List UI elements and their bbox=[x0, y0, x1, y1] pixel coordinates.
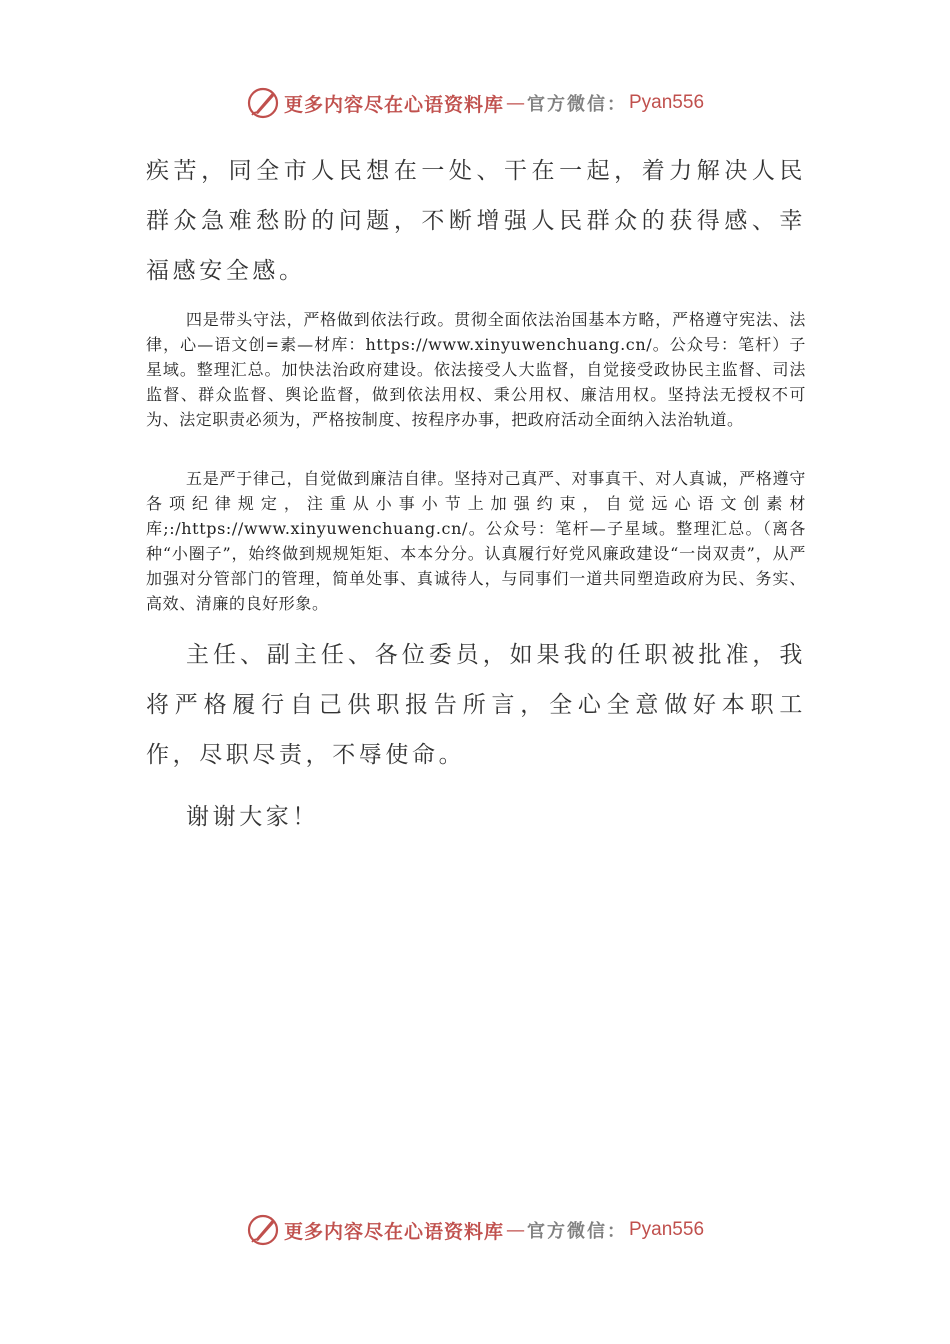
banner-separator: — bbox=[506, 1219, 525, 1241]
banner-separator: — bbox=[506, 92, 525, 114]
banner-site-text: 更多内容尽在心语资料库 bbox=[283, 93, 504, 116]
banner-wechat-id: Pyan556 bbox=[629, 92, 705, 113]
paragraph-1: 疾苦，同全市人民想在一处、干在一起，着力解决人民群众急难愁盼的问题，不断增强人民群众的获得感、幸福感安全感。 bbox=[146, 158, 806, 284]
paragraph-block-4 bbox=[146, 630, 806, 780]
banner-wechat-label: 官方微信： bbox=[527, 94, 627, 115]
header-banner bbox=[0, 83, 950, 123]
quill-pen-logo-icon bbox=[246, 86, 280, 120]
banner-site-text: 更多内容尽在心语资料库 bbox=[283, 1220, 504, 1243]
paragraph-2: 四是带头守法，严格做到依法行政。贯彻全面依法治国基本方略，严格遵守宪法、法律，心—语文创=素—材库：https://www.xinyuwenchuang.cn/。公众号：笔杆）子星域。整理汇总。加快法治政府建设。依法接受人大监督，自觉接受政协民主监督、司法监督、群众监督、舆论监督，做到依法用权、秉公用权、廉洁用权。坚持法无授权不可为、法定职责必须为，严格按制度、按程序办事，把政府活动全面纳入法治轨道。 bbox=[146, 310, 806, 429]
paragraph-5: 谢谢大家！ bbox=[186, 804, 319, 830]
banner-wechat-id: Pyan556 bbox=[629, 1219, 705, 1240]
paragraph-3: 五是严于律己，自觉做到廉洁自律。坚持对己真严、对事真干、对人真诚，严格遵守各项纪律规定，注重从小事小节上加强约束，自觉远心语文创素材库;:/https://www.xinyuwenchuang.cn/。公众号：笔杆—子星域。整理汇总。（离各种“小圈子”，始终做到规规矩矩、本本分分。认真履行好党风廉政建设“一岗双责”，从严加强对分管部门的管理，简单处事、真诚待人，与同事们一道共同塑造政府为民、务实、高效、清廉的良好形象。 bbox=[146, 469, 806, 613]
paragraph-continuation bbox=[146, 146, 806, 296]
quill-pen-logo-icon bbox=[246, 1213, 280, 1247]
footer-banner bbox=[0, 1210, 950, 1250]
paragraph-block-5 bbox=[146, 792, 806, 842]
paragraph-block-3 bbox=[146, 466, 806, 616]
paragraph-block-2 bbox=[146, 307, 806, 432]
paragraph-4: 主任、副主任、各位委员，如果我的任职被批准，我将严格履行自己供职报告所言，全心全意做好本职工作，尽职尽责，不辱使命。 bbox=[146, 642, 806, 768]
banner-wechat-label: 官方微信： bbox=[527, 1221, 627, 1242]
